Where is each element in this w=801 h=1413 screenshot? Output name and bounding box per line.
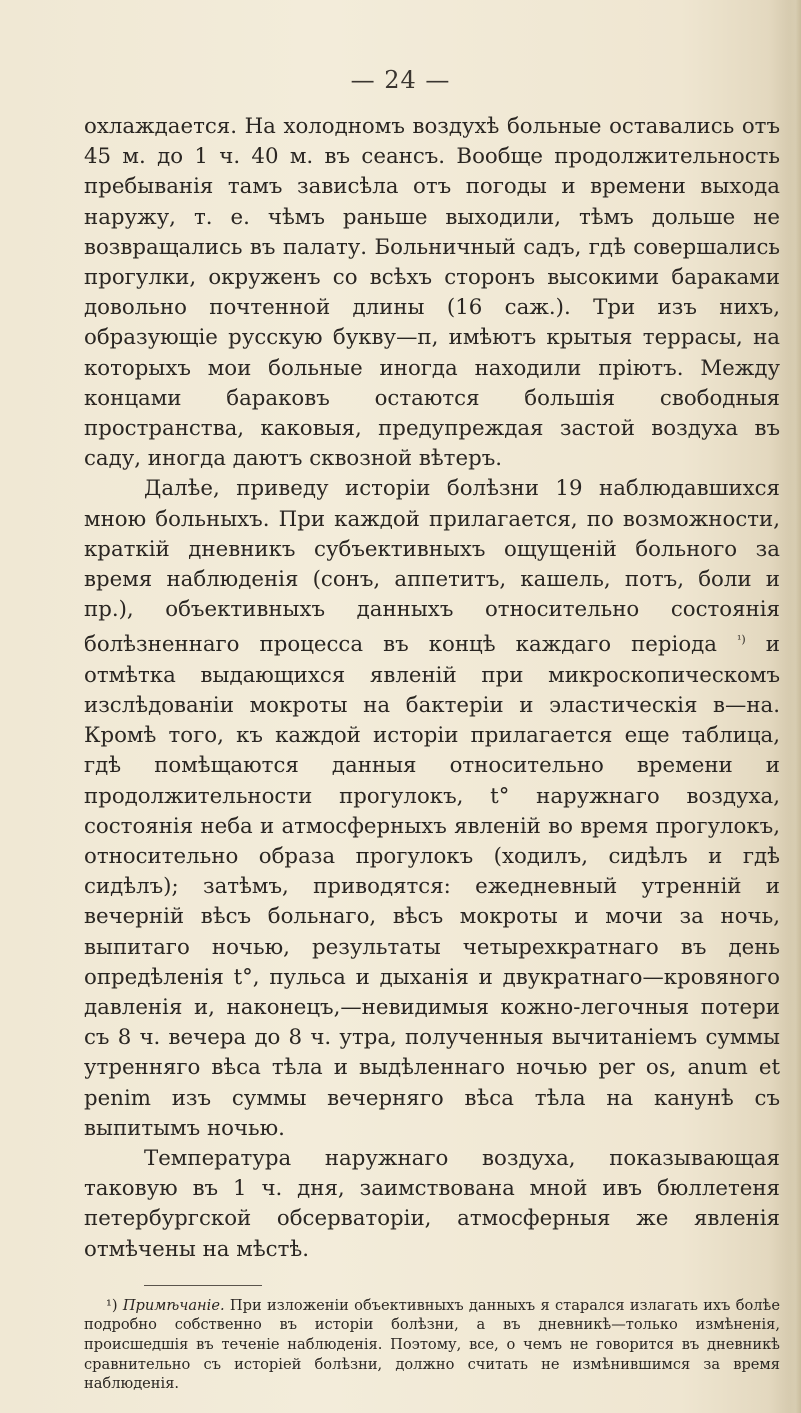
footnote-text: При изложеніи объективныхъ данныхъ я старался излагать ихъ болѣе подробно собственно въ исторіи болѣзни, а въ дневникѣ—только измѣненія, происшедшія въ теченіе наблюденія. Поэтому, все, о чемъ не говорится въ дневникѣ сравнительно съ исторіей болѣзни, должно считать не измѣнившимся за время наблюденія. [84, 1296, 780, 1393]
paragraph-2-part-1: Далѣе, приведу исторіи болѣзни 19 наблюдавшихся мною больныхъ. При каждой прилагается, по возможности, краткій дневникъ субъективныхъ ощущеній больного за время наблюденія (сонъ, аппетитъ, кашель, потъ, боли и пр.), объективныхъ данныхъ относительно состоянія болѣзненнаго процесса въ концѣ каждаго періода [84, 476, 780, 658]
paragraph-1: охлаждается. На холодномъ воздухѣ больные оставались отъ 45 м. до 1 ч. 40 м. въ сеансъ. Вообще продолжительность пребыванія тамъ зависѣла отъ погоды и времени выхода наружу, т. е. чѣмъ раньше выходили, тѣмъ дольше не возвращались въ палату. Больничный садъ, гдѣ совершались прогулки, окруженъ со всѣхъ сторонъ высокими бараками довольно почтенной длины (16 саж.). Три изъ нихъ, образующіе русскую букву—п, имѣютъ крытыя террасы, на которыхъ мои больные иногда находили пріютъ. Между концами бараковъ остаются большія свободныя пространства, каковыя, предупреждая застой воздуха въ саду, иногда даютъ сквозной вѣтеръ. [84, 114, 780, 472]
page-body [84, 112, 780, 1394]
paragraph-3: Температура наружнаго воздуха, показывающая таковую въ 1 ч. дня, заимствована мной ивъ бюллетеня петербургской обсерваторіи, атмосферныя же явленія отмѣчены на мѣстѣ. [84, 1146, 780, 1262]
footnote-marker: ¹) [106, 1296, 118, 1314]
footnote-title: Примѣчаніе. [122, 1296, 225, 1314]
page-edge-shadow [787, 0, 801, 1413]
footnote [84, 1296, 780, 1394]
footnote-reference[interactable]: ¹) [737, 633, 746, 647]
footnote-divider [144, 1285, 262, 1286]
paragraph-2-part-2: и отмѣтка выдающихся явленій при микроскопическомъ изслѣдованіи мокроты на бактеріи и эластическія в—на. Кромѣ того, къ каждой исторіи прилагается еще таблица, гдѣ помѣщаются данныя относительно времени и продолжительности прогулокъ, t° наружнаго воздуха, состоянія неба и атмосферныхъ явленій во время прогулокъ, относительно образа прогулокъ (ходилъ, сидѣлъ и гдѣ сидѣлъ); затѣмъ, приводятся: ежедневный утренній и вечерній вѣсъ больнаго, вѣсъ мокроты и мочи за ночь, выпитаго ночью, результаты четырехкратнаго въ день опредѣленія t°, пульса и дыханія и двукратнаго—кровяного давленія и, наконецъ,—невидимыя кожно-легочныя потери съ 8 ч. вечера до 8 ч. утра, полученныя вычитаніемъ суммы утренняго вѣса тѣла и выдѣленнаго ночью per os, anum et penim изъ суммы вечерняго вѣса тѣла на канунѣ съ выпитымъ ночью. [84, 632, 780, 1141]
paragraph-2 [84, 474, 780, 1144]
page-number: — 24 — [350, 66, 451, 94]
